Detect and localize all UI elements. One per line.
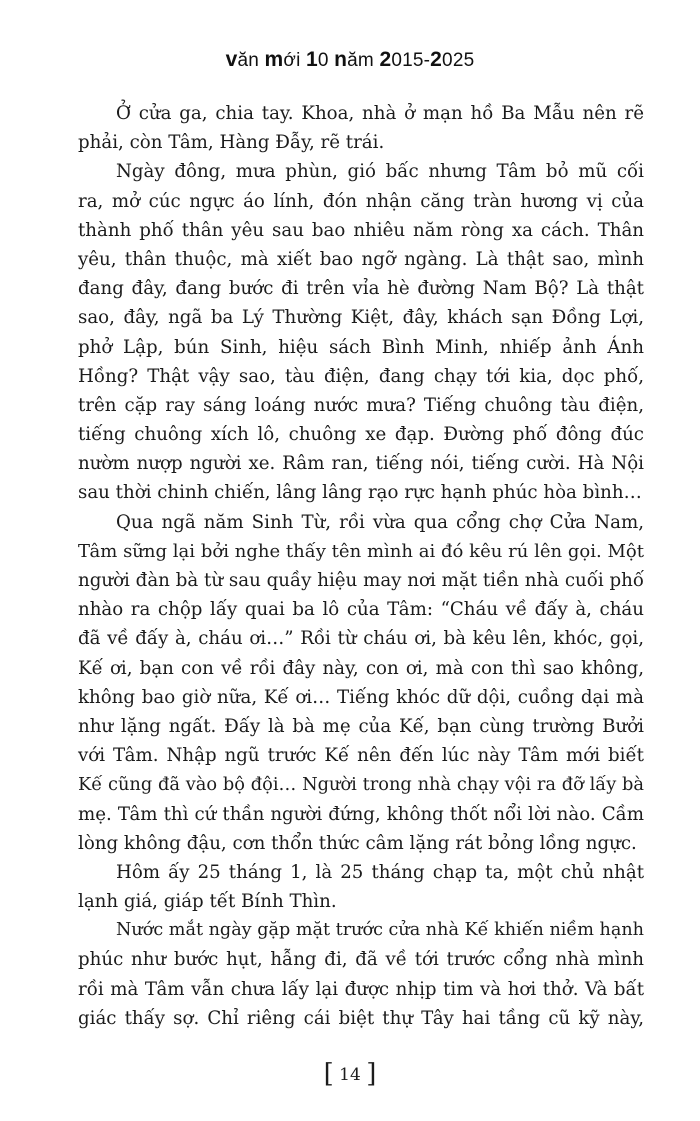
text-line: như lặng ngất. Đấy là bà mẹ của Kế, bạn cùng trường Bưởi (78, 715, 644, 737)
text-line: nhào ra chộp lấy quai ba lô của Tâm: “Cháu về đấy à, cháu (78, 599, 644, 621)
bracket-left-icon: [ (323, 1059, 334, 1089)
paragraph (78, 916, 644, 1033)
text-line: người đàn bà từ sau quầy hiệu may nơi mặt tiền nhà cuối phố (78, 570, 644, 591)
text-line: ra, mở cúc ngực áo lính, đón nhận căng tràn hương vị của (78, 190, 644, 212)
page-number-value: 14 (339, 1065, 361, 1085)
text-line: Kế cũng đã vào bộ đội… Người trong nhà chạy vội ra đỡ lấy bà (78, 774, 644, 796)
paragraph (78, 508, 644, 858)
header-part: 0 (317, 50, 335, 71)
text-line: Qua ngã năm Sinh Từ, rồi vừa qua cổng chợ Cửa Nam, (116, 511, 644, 533)
paragraph (78, 157, 644, 507)
text-line: Ở cửa ga, chia tay. Khoa, nhà ở mạn hồ Ba Mẫu nên rẽ (116, 103, 644, 124)
header-part: v (225, 48, 238, 71)
text-line: đang đây, đang bước đi trên vỉa hè đường Nam Bộ? Là thật (78, 278, 644, 300)
text-line: yêu, thân thuộc, mà xiết bao ngỡ ngàng. Là thật sao, mình (78, 248, 644, 270)
text-line: rồi mà Tâm vẫn chưa lấy lại được nhịp tim và hơi thở. Và bất (78, 978, 644, 1000)
text-line: Hôm ấy 25 tháng 1, là 25 tháng chạp ta, một chủ nhật (116, 861, 644, 883)
text-line: thành phố thân yêu sau bao nhiêu năm ròng xa cách. Thân (78, 219, 644, 241)
header-part: ăm (347, 50, 380, 71)
header-part: ới (283, 50, 306, 71)
text-line: sao, đây, ngã ba Lý Thường Kiệt, đây, khách sạn Đồng Lợi, (78, 307, 644, 329)
header-part: 025 (442, 50, 475, 71)
body-text (78, 99, 644, 1033)
text-line: phúc như bước hụt, hẫng đi, đã về tới trước cổng nhà mình (78, 949, 644, 971)
text-line: sau thời chinh chiến, lâng lâng rạo rực hạnh phúc hòa bình… (78, 482, 642, 504)
header-part: n (334, 48, 348, 71)
page-number (0, 1057, 700, 1087)
bracket-right-icon: ] (366, 1059, 377, 1089)
text-line: đã về đấy à, cháu ơi…” Rồi từ cháu ơi, bà kêu lên, khóc, gọi, (78, 628, 644, 650)
text-line: giác thấy sợ. Chỉ riêng cái biệt thự Tây hai tầng cũ kỹ này, (78, 1007, 644, 1029)
header-part: 015- (391, 50, 431, 71)
text-line: Tâm sững lại bởi nghe thấy tên mình ai đó kêu rú lên gọi. Một (78, 540, 644, 562)
text-line: phải, còn Tâm, Hàng Đẫy, rẽ trái. (78, 132, 385, 154)
text-line: lạnh giá, giáp tết Bính Thìn. (78, 891, 337, 913)
text-line: Hồng? Thật vậy sao, tàu điện, đang chạy tới kia, dọc phố, (78, 365, 644, 387)
text-line: không bao giờ nữa, Kế ơi… Tiếng khóc dữ dội, cuồng dại mà (78, 686, 644, 708)
header-part: m (264, 48, 284, 71)
header-part: 1 (305, 48, 318, 71)
text-line: lòng không đậu, cơn thổn thức câm lặng rát bỏng lồng ngực. (78, 832, 637, 854)
text-line: trên cặp ray sáng loáng nước mưa? Tiếng chuông tàu điện, (78, 394, 644, 416)
header-part: ăn (237, 50, 265, 71)
text-line: phở Lập, bún Sinh, hiệu sách Bình Minh, nhiếp ảnh Ánh (78, 336, 644, 358)
text-line: nườm nượp người xe. Râm ran, tiếng nói, tiếng cười. Hà Nội (78, 453, 644, 475)
paragraph (78, 99, 644, 157)
header-part: 2 (430, 48, 443, 71)
text-line: Ngày đông, mưa phùn, gió bấc nhưng Tâm bỏ mũ cối (116, 161, 644, 183)
text-line: Kế ơi, bạn con về rồi đây này, con ơi, mà con thì sao không, (78, 657, 644, 679)
paragraph (78, 858, 644, 916)
text-line: tiếng chuông xích lô, chuông xe đạp. Đường phố đông đúc (78, 424, 644, 446)
text-line: với Tâm. Nhập ngũ trước Kế nên đến lúc này Tâm mới biết (78, 745, 644, 767)
header-part: 2 (379, 48, 392, 71)
text-line: Nước mắt ngày gặp mặt trước cửa nhà Kế khiến niềm hạnh (116, 920, 644, 941)
running-header (0, 48, 700, 72)
text-line: mẹ. Tâm thì cứ thần người đứng, không thốt nổi lời nào. Cầm (78, 803, 644, 825)
